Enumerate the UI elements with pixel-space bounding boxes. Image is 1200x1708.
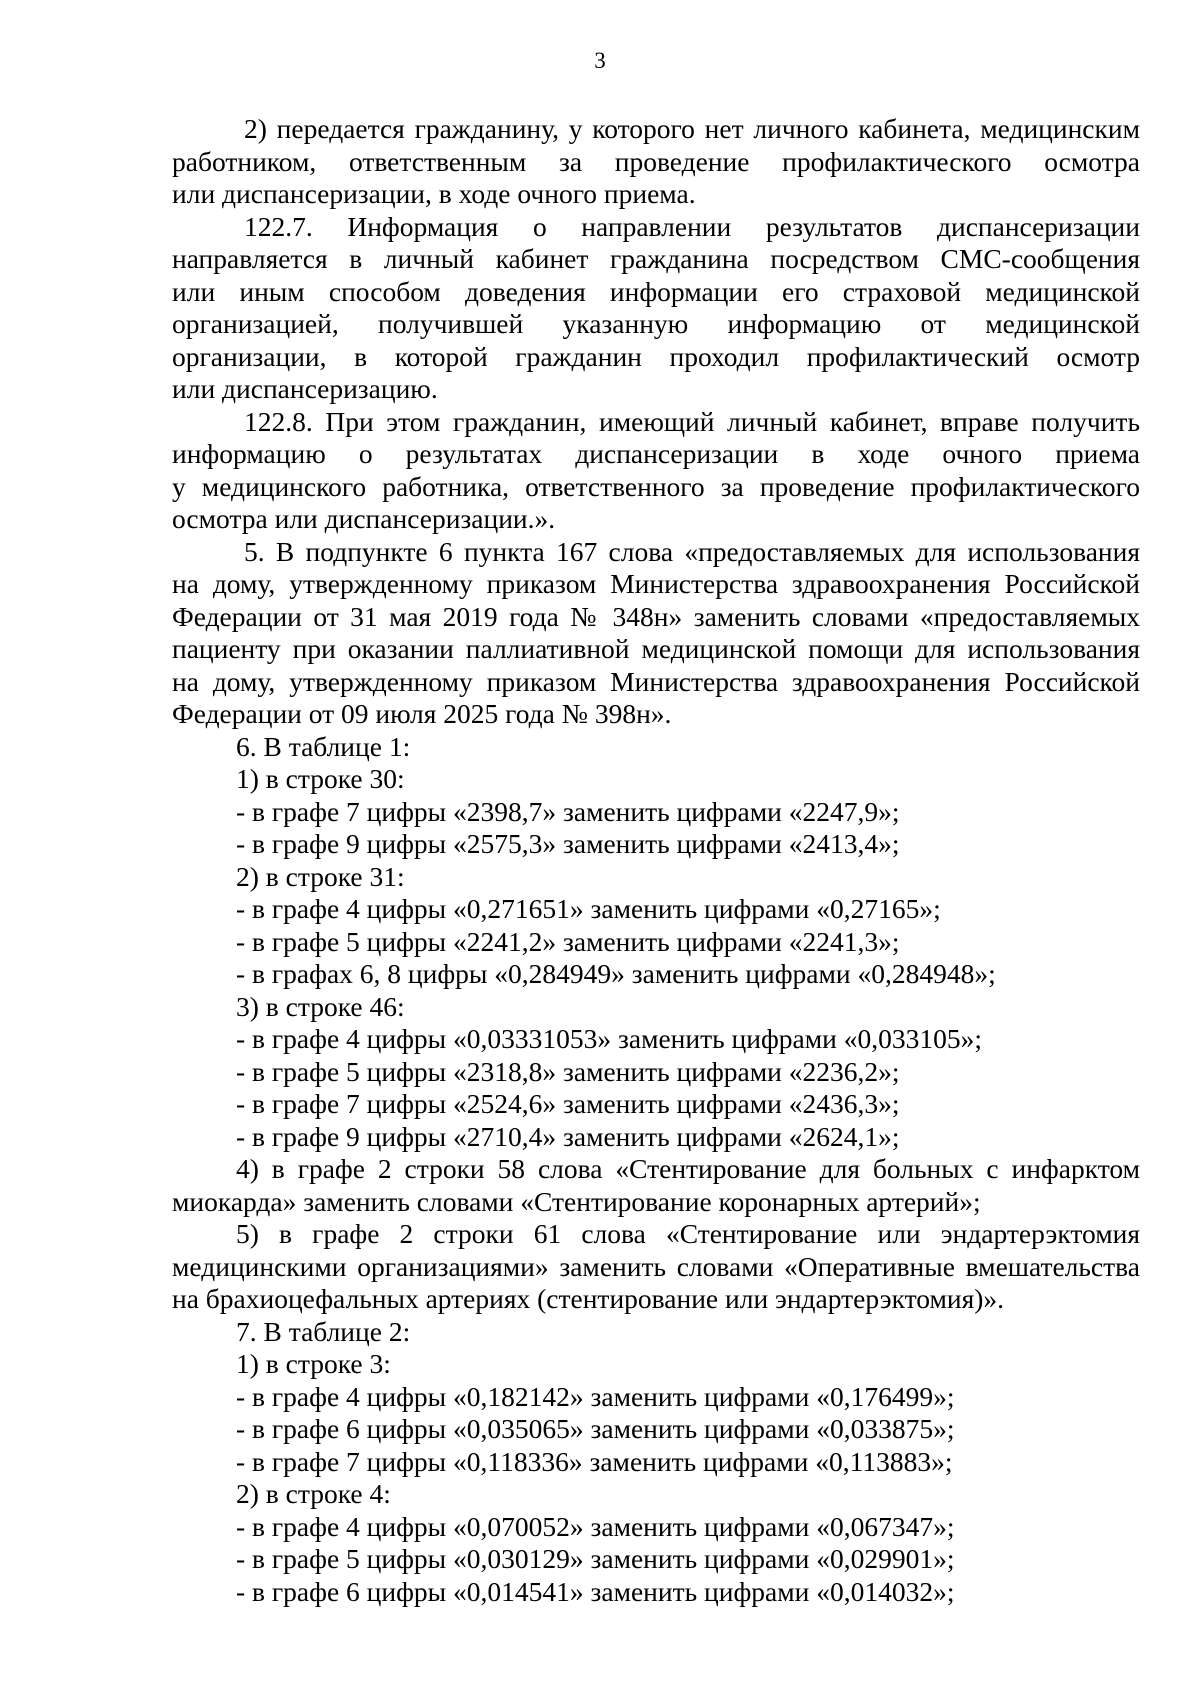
text-line: медицинскими организациями» заменить словами «Оперативные вмешательства bbox=[172, 1250, 1140, 1282]
text-line: миокарда» заменить словами «Стентирование коронарных артерий»; bbox=[172, 1185, 981, 1217]
text-line: - в графе 6 цифры «0,035065» заменить цифрами «0,033875»; bbox=[236, 1413, 955, 1444]
text-line: - в графе 7 цифры «0,118336» заменить цифрами «0,113883»; bbox=[236, 1445, 953, 1477]
text-line: - в графе 9 цифры «2710,4» заменить цифрами «2624,1»; bbox=[236, 1120, 900, 1152]
text-line: 6. В таблице 1: bbox=[236, 730, 411, 762]
text-line: 2) передается гражданину, у которого нет личного кабинета, медицинским bbox=[244, 113, 1140, 144]
text-line: - в графе 4 цифры «0,03331053» заменить цифрами «0,033105»; bbox=[236, 1023, 983, 1054]
text-line: организацией, получившей указанную информацию от медицинской bbox=[172, 308, 1140, 339]
text-line: направляется в личный кабинет гражданина посредством СМС-сообщения bbox=[172, 243, 1140, 274]
text-line: организации, в которой гражданин проходил профилактический осмотр bbox=[172, 340, 1140, 372]
text-line: у медицинского работника, ответственного за проведение профилактического bbox=[172, 470, 1140, 502]
text-line: - в графе 4 цифры «0,182142» заменить цифрами «0,176499»; bbox=[236, 1380, 955, 1412]
text-line: - в графах 6, 8 цифры «0,284949» заменить цифрами «0,284948»; bbox=[236, 958, 996, 989]
text-line: или диспансеризации, в ходе очного приема. bbox=[172, 178, 696, 209]
text-line: - в графе 4 цифры «0,271651» заменить цифрами «0,27165»; bbox=[236, 893, 941, 924]
text-line: осмотра или диспансеризации.». bbox=[172, 503, 556, 534]
text-line: 2) в строке 4: bbox=[236, 1478, 391, 1509]
text-line: 122.8. При этом гражданин, имеющий личный кабинет, вправе получить bbox=[244, 405, 1140, 437]
text-line: информацию о результатах диспансеризации в ходе очного приема bbox=[172, 438, 1140, 469]
text-line: на дому, утвержденному приказом Министерства здравоохранения Российской bbox=[172, 665, 1140, 697]
text-line: пациенту при оказании паллиативной медицинской помощи для использования bbox=[172, 633, 1140, 664]
page-number: 3 bbox=[594, 48, 606, 73]
text-line: 4) в графе 2 строки 58 слова «Стентирование для больных с инфарктом bbox=[236, 1153, 1140, 1184]
text-line: или диспансеризацию. bbox=[172, 373, 438, 404]
text-line: 7. В таблице 2: bbox=[236, 1315, 411, 1347]
text-line: Федерации от 09 июля 2025 года № 398н». bbox=[172, 698, 672, 729]
text-line: или иным способом доведения информации его страховой медицинской bbox=[172, 275, 1140, 307]
text-line: работником, ответственным за проведение профилактического осмотра bbox=[172, 145, 1140, 177]
text-line: 3) в строке 46: bbox=[236, 990, 405, 1022]
text-line: 5) в графе 2 строки 61 слова «Стентирование или эндартерэктомия bbox=[236, 1218, 1140, 1249]
text-line: - в графе 5 цифры «2318,8» заменить цифрами «2236,2»; bbox=[236, 1055, 900, 1087]
text-line: 2) в строке 31: bbox=[236, 860, 405, 892]
text-line: - в графе 9 цифры «2575,3» заменить цифрами «2413,4»; bbox=[236, 828, 900, 859]
text-line: на дому, утвержденному приказом Министерства здравоохранения Российской bbox=[172, 568, 1140, 599]
text-line: 1) в строке 3: bbox=[236, 1348, 391, 1379]
text-line: 5. В подпункте 6 пункта 167 слова «предоставляемых для использования bbox=[244, 535, 1140, 567]
text-line: 1) в строке 30: bbox=[236, 763, 405, 794]
text-line: на брахиоцефальных артериях (стентирование или эндартерэктомия)». bbox=[172, 1283, 1005, 1314]
text-line: - в графе 4 цифры «0,070052» заменить цифрами «0,067347»; bbox=[236, 1510, 955, 1542]
text-line: - в графе 6 цифры «0,014541» заменить цифрами «0,014032»; bbox=[236, 1575, 955, 1607]
text-line: Федерации от 31 мая 2019 года № 348н» заменить словами «предоставляемых bbox=[172, 600, 1140, 632]
text-line: - в графе 7 цифры «2524,6» заменить цифрами «2436,3»; bbox=[236, 1088, 900, 1119]
text-line: - в графе 7 цифры «2398,7» заменить цифрами «2247,9»; bbox=[236, 795, 900, 827]
document-body bbox=[172, 113, 1140, 1608]
text-line: 122.7. Информация о направлении результатов диспансеризации bbox=[244, 210, 1140, 242]
text-line: - в графе 5 цифры «2241,2» заменить цифрами «2241,3»; bbox=[236, 925, 900, 957]
text-line: - в графе 5 цифры «0,030129» заменить цифрами «0,029901»; bbox=[236, 1543, 955, 1574]
